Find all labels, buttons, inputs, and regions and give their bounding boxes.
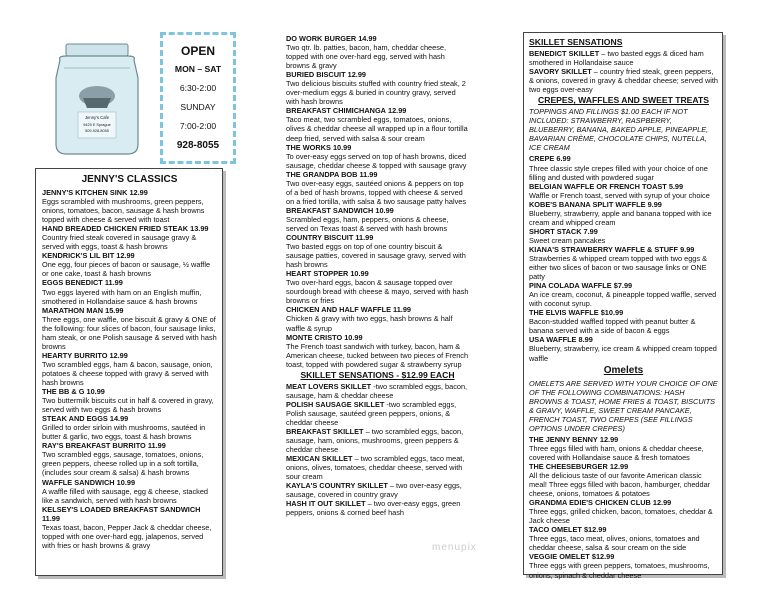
menu-item: [286, 233, 469, 269]
menu-item: [286, 427, 469, 454]
menu-item: [529, 154, 718, 181]
item-price: 14.99: [109, 414, 129, 424]
item-description: Two eggs layered with ham on an English muffin, smothered in Hollandaise sauce & hash browns: [42, 287, 202, 306]
item-price: $12.99: [591, 552, 615, 562]
watermark: menupix: [432, 542, 477, 553]
item-description: Waffle or French toast, served with syrup of your choice: [529, 190, 710, 200]
item-description: One egg, four pieces of bacon or sausage, ½ waffle or one cake, toast & hash browns: [42, 260, 211, 279]
item-description: Chicken & gravy with two eggs, hash browns & half waffle & syrup: [286, 314, 453, 333]
item-description: -two scrambled eggs, Polish sausage, sautéed green peppers, onions, & cheddar cheese: [286, 399, 457, 427]
item-description: Two scrambled eggs, sausage, tomatoes, onions, green peppers, cheese rolled up in a soft tortilla, (includes sour cream & salsa) & hash browns: [42, 450, 204, 478]
item-description: Eggs scrambled with mushrooms, green peppers, onions, tomatoes, bacon, sausage & hash browns topped with cheese & served with toast: [42, 197, 205, 225]
item-price: 11.99: [42, 513, 60, 523]
menu-item: [286, 305, 469, 332]
item-description: Sweet cream pancakes: [529, 235, 606, 245]
menu-item: [286, 206, 469, 233]
crepes-omelets-section: [523, 32, 723, 580]
menu-item: [529, 245, 718, 281]
item-description: Texas toast, bacon, Pepper Jack & cheddar cheese, topped with one over-hard egg, jalapenos, served with fries or hash browns & gravy: [42, 522, 212, 550]
phone-number: 928-8055: [176, 140, 220, 151]
item-price: 10.99: [344, 332, 363, 342]
item-price: 12.99: [599, 434, 619, 444]
sunday-hours: 7:00-2:00: [179, 121, 217, 131]
item-description: A waffle filled with sausage, egg & cheese, stacked like a sandwich, served with hash browns: [42, 486, 209, 505]
item-price: 6.99: [556, 154, 571, 164]
item-name: COUNTRY BISCUIT: [286, 233, 354, 243]
menu-item: [42, 478, 217, 505]
item-description: Two over-hard eggs, bacon & sausage topped over sourdough bread with cheese & mayo, served with hash browns or fries: [286, 278, 469, 306]
item-name: SAVORY SKILLET: [529, 67, 592, 77]
item-name: BREAKFAST SANDWICH: [286, 205, 374, 215]
crepes-note: TOPPINGS AND FILLINGS $1.00 EACH IF NOT INCLUDED: STRAWBERRY, RASPBERRY, BLUEBERRY, BANANA, BAKED APPLE, PINEAPPLE, BAVARIAN CRÈME, CHOCOLATE CHIPS, NUTELLA, ICE CREAM: [529, 107, 709, 153]
item-name: POLISH SAUSAGE SKILLET: [286, 399, 385, 409]
item-price: 15.99: [105, 305, 124, 315]
item-price: 12.99: [609, 461, 629, 471]
item-description: – two scrambled eggs, bacon, sausage, ham, onions, mushrooms, green peppers & cheddar cheese: [286, 426, 464, 455]
item-name: BREAKFAST SKILLET: [286, 426, 364, 436]
item-price: $7.99: [613, 281, 633, 291]
menu-item: [286, 454, 469, 481]
entrees-section: [286, 34, 469, 517]
menu-item: [286, 143, 469, 170]
menu-item: [529, 49, 718, 67]
item-description: To over-easy eggs served on top of hash browns, diced sausage, cheddar cheese & topped with sausage gravy: [286, 151, 467, 170]
menu-item: [529, 227, 718, 245]
item-price: 7.99: [583, 226, 598, 236]
menu-item: [286, 34, 469, 70]
item-price: 12.99: [388, 106, 407, 116]
menu-item: [529, 281, 718, 308]
item-name: GRANDMA EDIE'S CHICKEN CLUB: [529, 498, 651, 508]
item-description: Three eggs, taco meat, olives, onions, tomatoes and cheddar cheese, salsa & sour cream on the side: [529, 534, 700, 553]
item-name: KAYLA'S COUNTRY SKILLET: [286, 481, 388, 491]
menu-item: [529, 525, 718, 552]
item-name: HAND BREADED CHICKEN FRIED STEAK: [42, 224, 189, 234]
item-name: THE CHEESEBURGER: [529, 461, 608, 471]
item-name: HEART STOPPER: [286, 269, 349, 279]
item-price: 5.99: [668, 181, 684, 191]
logo-line3: 509-928-8055: [85, 129, 109, 133]
item-description: – two over-easy eggs, sausage, covered in country gravy: [286, 481, 462, 500]
item-description: Three classic style crepes filled with your choice of one filling and dusted with powdered sugar: [529, 163, 708, 182]
skillets-list: [286, 382, 469, 518]
skillet-sensations-title: SKILLET SENSATIONS: [529, 37, 623, 47]
item-description: Blueberry, strawberry, ice cream & whipped cream topped waffle: [529, 344, 717, 363]
menu-item: [529, 308, 718, 335]
item-price: 12.99: [652, 498, 672, 508]
item-name: HEARTY BURRITO: [42, 350, 108, 360]
item-name: CHICKEN AND HALF WAFFLE: [286, 305, 391, 315]
item-price: 11.99: [393, 305, 412, 315]
item-description: Country fried steak covered in sausage gravy & served with eggs, toast & hash browns: [42, 233, 197, 252]
item-name: BENEDICT SKILLET: [529, 49, 600, 58]
item-name: MEAT LOVERS SKILLET: [286, 381, 372, 391]
omelets-list: [529, 435, 718, 580]
item-name: BELGIAN WAFFLE OR FRENCH TOAST: [529, 181, 667, 191]
menu-item: [42, 351, 217, 387]
menu-item: [286, 333, 469, 369]
item-name: TACO OMELET: [529, 525, 582, 535]
item-name: KIANA'S STRAWBERRY WAFFLE & STUFF: [529, 244, 679, 254]
menu-item: [286, 106, 469, 142]
menu-item: [286, 70, 469, 106]
item-name: THE BB & G: [42, 387, 85, 397]
item-description: Taco meat, two scrambled eggs, tomatoes, onions, olives & cheddar cheese all wrapped up in a flour tortilla deep fried, served with salsa & sour cream: [286, 115, 468, 143]
menu-item: [529, 462, 718, 498]
item-description: The French toast sandwich with turkey, bacon, ham & American cheese, tucked between two pieces of French toast, topped with powdered sugar & strawberry syrup: [286, 341, 469, 369]
entrees-list: [286, 34, 469, 369]
item-name: BREAKFAST CHIMICHANGA: [286, 106, 386, 116]
item-name: THE GRANDPA BOB: [286, 169, 358, 179]
item-name: EGGS BENEDICT: [42, 278, 103, 288]
item-description: Scrambled eggs, ham, peppers, onions & cheese, served on Texas toast & served with hash browns: [286, 214, 449, 233]
sunday-label: SUNDAY: [180, 102, 216, 112]
item-description: – country fried steak, green peppers, & onions, covered in gravy & cheddar cheese; served with two eggs over-easy: [529, 67, 719, 95]
item-name: KELSEY'S LOADED BREAKFAST SANDWICH: [42, 504, 201, 514]
item-name: MONTE CRISTO: [286, 332, 343, 342]
item-price: 8.99: [578, 335, 593, 345]
menu-item: [42, 224, 217, 251]
omelets-title: Omelets: [603, 364, 644, 376]
menu-item: [42, 441, 217, 477]
crepes-title: CREPES, WAFFLES AND SWEET TREATS: [538, 95, 709, 106]
item-description: -two scrambled eggs, bacon, sausage, ham & cheddar cheese: [286, 381, 468, 400]
item-name: JENNY'S KITCHEN SINK: [42, 188, 128, 197]
menu-item: [529, 182, 718, 200]
item-price: 12.99: [116, 251, 135, 261]
item-price: 14.99: [358, 34, 377, 43]
item-price: 10.99: [332, 142, 352, 152]
logo-line2: 9425 E Sprague: [83, 123, 111, 127]
item-description: Two qtr. lb. patties, bacon, ham, cheddar cheese, topped with one over-hard egg, served with hash browns & gravy: [286, 43, 447, 71]
item-description: – two over-easy eggs, green peppers, onions & corned beef hash: [286, 499, 461, 518]
item-name: SHORT STACK: [529, 226, 582, 236]
skillet-title: SKILLET SENSATIONS - $12.99 EACH: [300, 369, 455, 380]
item-price: 9.99: [647, 199, 662, 209]
menu-item: [529, 67, 718, 94]
item-price: 10.99: [375, 205, 394, 215]
menu-item: [42, 188, 217, 224]
item-description: Three eggs with green peppers, tomatoes, mushrooms, onions, spinach & cheddar cheese: [529, 561, 710, 580]
logo-line1: Jenny's Cafe: [84, 115, 110, 120]
item-description: Blueberry, strawberry, apple and banana topped with ice cream and whipped cream: [529, 208, 712, 227]
item-name: USA WAFFLE: [529, 335, 577, 345]
item-name: MARATHON MAN: [42, 305, 104, 315]
menu-item: [286, 269, 469, 305]
item-description: Three eggs filled with ham, onions & cheddar cheese, covered with Hollandaise sauce & fresh tomatoes: [529, 443, 704, 462]
item-name: THE JENNY BENNY: [529, 434, 598, 444]
item-description: Three eggs, grilled chicken, bacon, tomatoes, cheddar & Jack cheese: [529, 507, 713, 526]
item-description: Two basted eggs on top of one country biscuit & sausage patties, covered in sausage gravy, served with hash browns: [286, 242, 466, 270]
item-price: 10.99: [350, 269, 369, 279]
item-price: 11.99: [359, 169, 378, 179]
item-name: KENDRICK'S LIL BIT: [42, 251, 115, 261]
menu-item: [42, 278, 217, 305]
menu-item: [529, 200, 718, 227]
item-description: Three eggs, one waffle, one biscuit & gravy & ONE of the following: four slices of bacon, four sausage links, ham steak, or one Polish sausage & served with hash browns: [42, 314, 217, 351]
item-price: 11.99: [104, 278, 123, 288]
menu-item: [286, 170, 469, 206]
item-name: MEXICAN SKILLET: [286, 454, 353, 464]
menu-item: [286, 400, 469, 427]
item-price: 9.99: [680, 244, 695, 254]
weekdays-label: MON – SAT: [174, 64, 222, 74]
item-price: 11.99: [147, 441, 166, 451]
item-description: All the delicious taste of our favorite American classic meal! Three eggs filled with bacon, hamburger, cheddar cheese, onions, tomatoes & potatoes: [529, 471, 711, 499]
item-description: Two scrambled eggs, ham & bacon, sausage, onion, potatoes & cheese topped with gravy & served with hash browns: [42, 359, 213, 387]
item-description: – two scrambled eggs, taco meat, onions, olives, tomatoes, cheddar cheese, served with sour cream: [286, 454, 465, 482]
top-skillets-list: [529, 49, 718, 94]
item-name: THE ELVIS WAFFLE: [529, 308, 599, 318]
item-name: KOBE'S BANANA SPLIT WAFFLE: [529, 199, 646, 209]
item-price: 13.99: [190, 224, 209, 234]
item-description: An ice cream, coconut, & pineapple topped waffle, served with coconut syrup.: [529, 290, 717, 309]
classics-list: [42, 188, 217, 550]
menu-item: [42, 387, 217, 414]
item-description: Strawberries & whipped cream topped with two eggs & either two slices of bacon or two sausage links or ONE patty: [529, 253, 707, 282]
item-description: Grilled to order sirloin with mushrooms, sautéed in butter & garlic, two eggs, toast & hash browns: [42, 423, 206, 442]
item-price: 12.99: [347, 70, 367, 80]
menu-item: [286, 481, 469, 499]
menu-item: [42, 505, 217, 550]
item-name: HASH IT OUT SKILLET: [286, 499, 366, 509]
item-price: 11.99: [355, 233, 374, 243]
menu-item: [529, 435, 718, 462]
item-price: $10.99: [600, 308, 624, 318]
item-name: CREPE: [529, 154, 555, 164]
menu-item: [42, 251, 217, 278]
item-description: Two buttermilk biscuits cut in half & covered in gravy, served with two eggs & hash browns: [42, 396, 214, 415]
weekday-hours: 6:30-2:00: [179, 83, 217, 93]
item-name: DO WORK BURGER: [286, 34, 357, 43]
item-price: $12.99: [583, 525, 607, 535]
item-name: THE WORKS: [286, 142, 331, 152]
menu-item: [42, 306, 217, 351]
item-description: Two over-easy eggs, sautéed onions & peppers on top of a bed of hash browns, topped with cheese & served on a fried tortilla, with salsa & two sausage patty halves: [286, 178, 467, 206]
item-name: VEGGIE OMELET: [529, 552, 590, 562]
open-label: OPEN: [180, 44, 215, 58]
item-name: STEAK AND EGGS: [42, 414, 108, 424]
item-description: Bacon-studded waffled topped with peanut butter & banana served with a side of bacon & eggs: [529, 317, 696, 336]
item-price: 10.99: [86, 387, 105, 397]
item-name: PINA COLADA WAFFLE: [529, 281, 612, 291]
item-name: WAFFLE SANDWICH: [42, 477, 115, 487]
item-name: BURIED BISCUIT: [286, 70, 346, 80]
item-name: RAY'S BREAKFAST BURRITO: [42, 441, 146, 451]
item-description: – two basted eggs & diced ham smothered in Hollandaise sauce: [529, 49, 704, 68]
menu-item: [286, 499, 469, 517]
hours-box: [160, 32, 236, 164]
menu-item: [42, 414, 217, 441]
classics-section: [35, 168, 223, 576]
menu-item: [529, 335, 718, 362]
crepes-list: [529, 154, 718, 362]
item-price: 10.99: [116, 477, 136, 487]
item-description: Two delicious biscuits stuffed with country fried steak, 2 over-medium eggs & buried in country gravy, served with hash browns: [286, 79, 466, 107]
menu-item: [286, 382, 469, 400]
item-price: 12.99: [109, 350, 128, 360]
menu-item: [529, 498, 718, 525]
classics-title: JENNY'S CLASSICS: [81, 174, 178, 185]
menu-item: [529, 552, 718, 579]
omelets-note: OMELETS ARE SERVED WITH YOUR CHOICE OF ONE OF THE FOLLOWING COMBINATIONS: HASH BROWNS & TOAST, HOME FRIES & TOAST, BISCUITS & GRAVY, WAFFLE, SWEET CREAM PANCAKE, FRENCH TOAST, TWO CREPES (SEE FILLINGS OPTIONS UNDER CREPES): [529, 378, 718, 433]
item-price: 12.99: [129, 188, 148, 197]
